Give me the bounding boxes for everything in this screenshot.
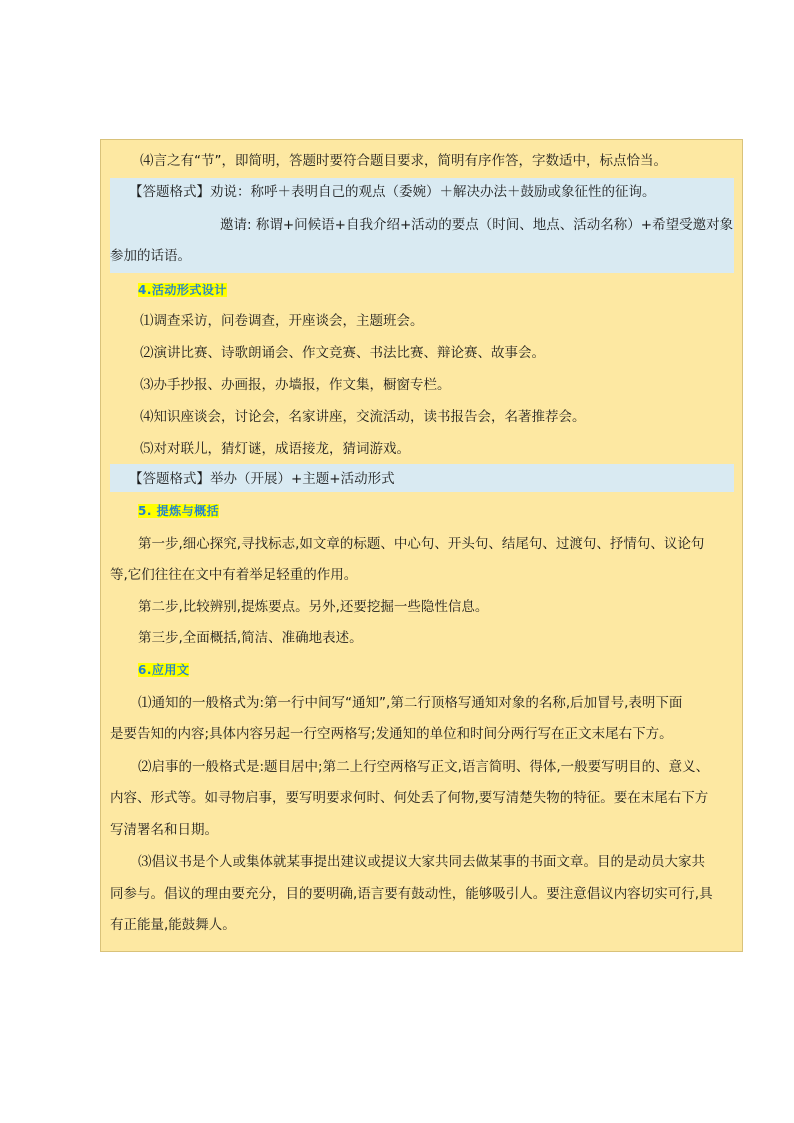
applied-p3-line2: 同参与。倡议的理由要充分，目的要明确,语言要有鼓动性，能够吸引人。要注意倡议内容切实可行,具 <box>110 886 713 902</box>
content-box <box>100 139 743 952</box>
activity-item-4: ⑷知识座谈会，讨论会，名家讲座，交流活动，读书报告会，名著推荐会。 <box>140 409 586 425</box>
applied-p2-line1: ⑵启事的一般格式是:题目居中;第二上行空两格写正文,语言简明、得体,一般要写明目的、意义、 <box>138 759 710 775</box>
activity-format: 【答题格式】举办（开展）+主题+活动形式 <box>129 471 395 487</box>
applied-p3-line1: ⑶倡议书是个人或集体就某事提出建议或提议大家共同去做某事的书面文章。目的是动员大家共 <box>138 854 705 870</box>
applied-p3-line3: 有正能量,能鼓舞人。 <box>110 917 236 933</box>
format1-line3: 参加的话语。 <box>110 248 191 264</box>
summary-step3: 第三步,全面概括,简洁、准确地表述。 <box>138 630 363 646</box>
activity-item-2: ⑵演讲比赛、诗歌朗诵会、作文竞赛、书法比赛、辩论赛、故事会。 <box>140 345 545 361</box>
format1-line1: 【答题格式】劝说：称呼＋表明自己的观点（委婉）＋解决办法＋鼓励或象征性的征询。 <box>129 184 656 200</box>
activity-heading: 4.活动形式设计 <box>138 283 227 297</box>
summary-heading: 5. 提炼与概括 <box>138 504 220 518</box>
applied-p2-line3: 写清署名和日期。 <box>110 822 218 838</box>
applied-heading: 6.应用文 <box>138 663 190 677</box>
summary-step2: 第二步,比较辨别,提炼要点。另外,还要挖掘一些隐性信息。 <box>138 599 489 615</box>
summary-step1-line2: 等,它们往往在文中有着举足轻重的作用。 <box>110 567 358 583</box>
intro-line: ⑷言之有“节”，即简明，答题时要符合题目要求，简明有序作答，字数适中，标点恰当。 <box>140 153 667 169</box>
summary-step1-line1: 第一步,细心探究,寻找标志,如文章的标题、中心句、开头句、结尾句、过渡句、抒情句、议论句 <box>138 536 705 552</box>
applied-p2-line2: 内容、形式等。如寻物启事，要写明要求何时、何处丢了何物,要写清楚失物的特征。要在末尾右下方 <box>110 790 709 806</box>
activity-item-3: ⑶办手抄报、办画报，办墙报，作文集，橱窗专栏。 <box>140 377 451 393</box>
format1-line2: 邀请: 称谓+问候语+自我介绍+活动的要点（时间、地点、活动名称）+希望受邀对象 <box>220 217 734 233</box>
activity-item-5: ⑸对对联儿，猜灯谜，成语接龙，猜词游戏。 <box>140 441 410 457</box>
applied-p1-line2: 是要告知的内容;具体内容另起一行空两格写;发通知的单位和时间分两行写在正文末尾右下方。 <box>110 726 673 742</box>
applied-p1-line1: ⑴通知的一般格式为:第一行中间写“通知”,第二行顶格写通知对象的名称,后加冒号,表明下面 <box>138 695 683 711</box>
activity-item-1: ⑴调查采访，问卷调查，开座谈会，主题班会。 <box>140 313 424 329</box>
